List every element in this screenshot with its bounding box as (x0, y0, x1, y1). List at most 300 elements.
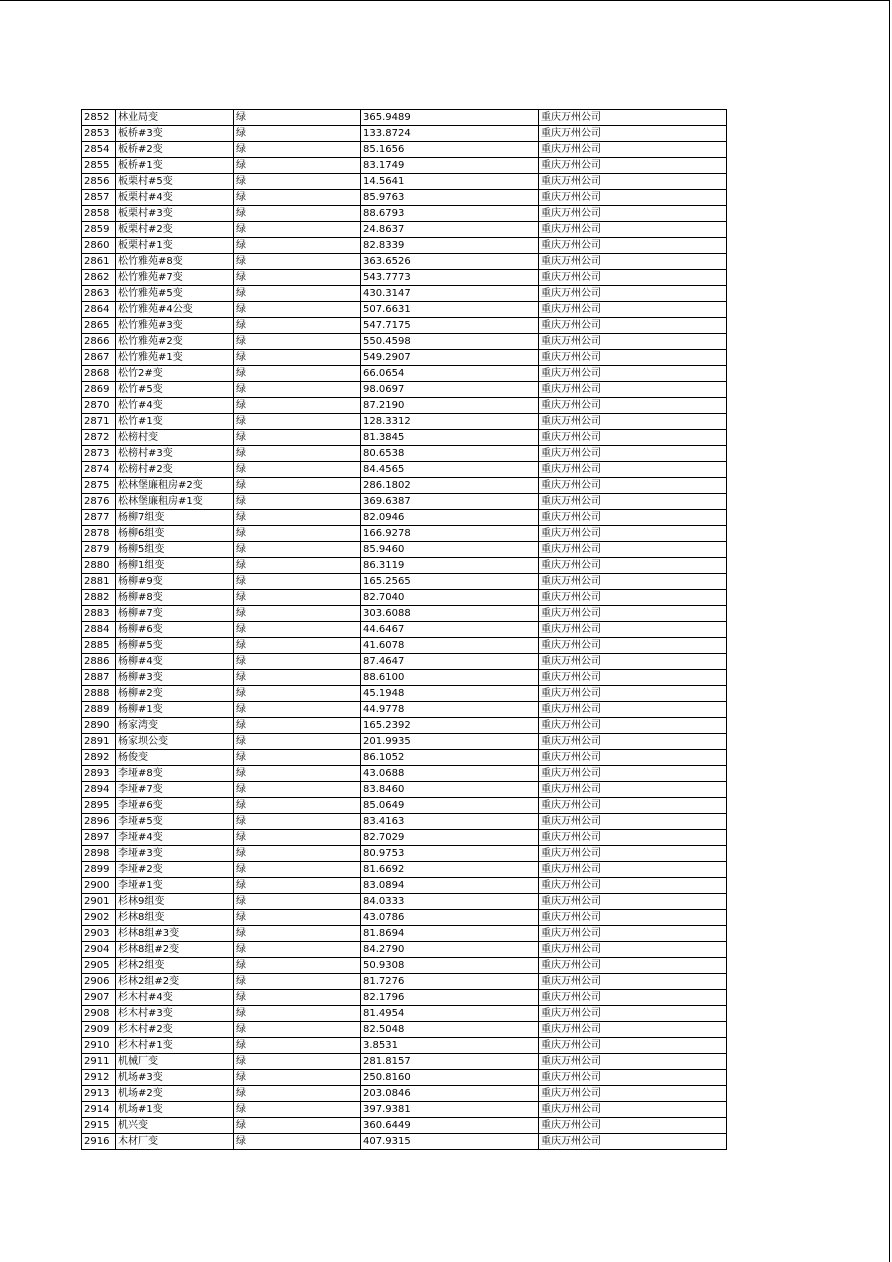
cell-value: 303.6088 (361, 606, 539, 622)
cell-company: 重庆万州公司 (539, 1134, 727, 1150)
cell-name: 板桥#3变 (116, 126, 234, 142)
cell-status: 绿 (234, 974, 361, 990)
cell-company: 重庆万州公司 (539, 1086, 727, 1102)
table-row (82, 654, 727, 670)
table-row (82, 830, 727, 846)
table-row (82, 750, 727, 766)
cell-status: 绿 (234, 126, 361, 142)
table-row (82, 126, 727, 142)
cell-value: 80.9753 (361, 846, 539, 862)
cell-id: 2897 (82, 830, 116, 846)
cell-value: 549.2907 (361, 350, 539, 366)
cell-value: 82.7040 (361, 590, 539, 606)
cell-value: 82.8339 (361, 238, 539, 254)
cell-company: 重庆万州公司 (539, 222, 727, 238)
cell-value: 85.9763 (361, 190, 539, 206)
cell-name: 杨柳#7变 (116, 606, 234, 622)
cell-name: 杨柳#4变 (116, 654, 234, 670)
cell-name: 松竹#4变 (116, 398, 234, 414)
cell-name: 杉林2组#2变 (116, 974, 234, 990)
table-row (82, 286, 727, 302)
cell-id: 2854 (82, 142, 116, 158)
cell-value: 165.2565 (361, 574, 539, 590)
table-row (82, 1022, 727, 1038)
cell-value: 3.8531 (361, 1038, 539, 1054)
table-row (82, 606, 727, 622)
cell-value: 81.8694 (361, 926, 539, 942)
table-row (82, 638, 727, 654)
cell-value: 82.0946 (361, 510, 539, 526)
cell-value: 43.0688 (361, 766, 539, 782)
table-row (82, 574, 727, 590)
table-row (82, 382, 727, 398)
table-row (82, 846, 727, 862)
cell-status: 绿 (234, 526, 361, 542)
cell-value: 203.0846 (361, 1086, 539, 1102)
cell-id: 2873 (82, 446, 116, 462)
cell-value: 82.7029 (361, 830, 539, 846)
cell-value: 41.6078 (361, 638, 539, 654)
cell-id: 2868 (82, 366, 116, 382)
cell-status: 绿 (234, 542, 361, 558)
cell-company: 重庆万州公司 (539, 1006, 727, 1022)
cell-company: 重庆万州公司 (539, 382, 727, 398)
cell-status: 绿 (234, 606, 361, 622)
table-row (82, 1038, 727, 1054)
cell-value: 201.9935 (361, 734, 539, 750)
table-row (82, 398, 727, 414)
cell-value: 85.1656 (361, 142, 539, 158)
cell-company: 重庆万州公司 (539, 558, 727, 574)
cell-company: 重庆万州公司 (539, 734, 727, 750)
cell-name: 李垭#1变 (116, 878, 234, 894)
cell-status: 绿 (234, 670, 361, 686)
cell-status: 绿 (234, 574, 361, 590)
cell-status: 绿 (234, 702, 361, 718)
cell-company: 重庆万州公司 (539, 334, 727, 350)
cell-status: 绿 (234, 1102, 361, 1118)
table-row (82, 334, 727, 350)
table-row (82, 1102, 727, 1118)
cell-id: 2911 (82, 1054, 116, 1070)
cell-value: 369.6387 (361, 494, 539, 510)
cell-company: 重庆万州公司 (539, 1038, 727, 1054)
cell-value: 250.8160 (361, 1070, 539, 1086)
cell-company: 重庆万州公司 (539, 766, 727, 782)
cell-name: 板栗村#2变 (116, 222, 234, 238)
cell-name: 杨柳#1变 (116, 702, 234, 718)
cell-id: 2869 (82, 382, 116, 398)
cell-status: 绿 (234, 862, 361, 878)
cell-id: 2864 (82, 302, 116, 318)
cell-name: 木材厂变 (116, 1134, 234, 1150)
cell-company: 重庆万州公司 (539, 1118, 727, 1134)
cell-company: 重庆万州公司 (539, 910, 727, 926)
cell-id: 2903 (82, 926, 116, 942)
cell-value: 81.7276 (361, 974, 539, 990)
cell-name: 杨柳7组变 (116, 510, 234, 526)
cell-company: 重庆万州公司 (539, 286, 727, 302)
table-row (82, 1086, 727, 1102)
cell-id: 2853 (82, 126, 116, 142)
cell-value: 166.9278 (361, 526, 539, 542)
cell-name: 机械厂变 (116, 1054, 234, 1070)
cell-status: 绿 (234, 430, 361, 446)
cell-company: 重庆万州公司 (539, 190, 727, 206)
cell-value: 87.4647 (361, 654, 539, 670)
cell-id: 2896 (82, 814, 116, 830)
cell-status: 绿 (234, 830, 361, 846)
cell-id: 2909 (82, 1022, 116, 1038)
cell-company: 重庆万州公司 (539, 318, 727, 334)
cell-company: 重庆万州公司 (539, 366, 727, 382)
cell-name: 松竹雅苑#4公变 (116, 302, 234, 318)
table-row (82, 798, 727, 814)
cell-company: 重庆万州公司 (539, 1054, 727, 1070)
cell-name: 杉木村#3变 (116, 1006, 234, 1022)
table-row (82, 190, 727, 206)
cell-status: 绿 (234, 1006, 361, 1022)
cell-name: 杨柳6组变 (116, 526, 234, 542)
cell-id: 2913 (82, 1086, 116, 1102)
cell-name: 杉林8组#2变 (116, 942, 234, 958)
cell-status: 绿 (234, 750, 361, 766)
cell-id: 2881 (82, 574, 116, 590)
cell-value: 165.2392 (361, 718, 539, 734)
cell-status: 绿 (234, 270, 361, 286)
cell-id: 2905 (82, 958, 116, 974)
cell-value: 128.3312 (361, 414, 539, 430)
cell-name: 杨柳1组变 (116, 558, 234, 574)
cell-name: 杨俊变 (116, 750, 234, 766)
table-row (82, 734, 727, 750)
cell-value: 430.3147 (361, 286, 539, 302)
table-row (82, 862, 727, 878)
cell-company: 重庆万州公司 (539, 238, 727, 254)
cell-company: 重庆万州公司 (539, 430, 727, 446)
cell-name: 杨柳#8变 (116, 590, 234, 606)
cell-name: 杨家坝公变 (116, 734, 234, 750)
cell-company: 重庆万州公司 (539, 830, 727, 846)
cell-value: 84.4565 (361, 462, 539, 478)
table-row (82, 1054, 727, 1070)
cell-name: 杨柳#5变 (116, 638, 234, 654)
cell-id: 2907 (82, 990, 116, 1006)
cell-company: 重庆万州公司 (539, 350, 727, 366)
table-row (82, 254, 727, 270)
table-row (82, 174, 727, 190)
cell-company: 重庆万州公司 (539, 638, 727, 654)
table-row (82, 974, 727, 990)
cell-value: 88.6100 (361, 670, 539, 686)
table-row (82, 894, 727, 910)
table-body (82, 110, 727, 1150)
cell-id: 2865 (82, 318, 116, 334)
cell-id: 2861 (82, 254, 116, 270)
cell-id: 2890 (82, 718, 116, 734)
table-row (82, 942, 727, 958)
cell-company: 重庆万州公司 (539, 718, 727, 734)
cell-id: 2852 (82, 110, 116, 126)
cell-name: 杉林8组#3变 (116, 926, 234, 942)
cell-value: 85.0649 (361, 798, 539, 814)
cell-company: 重庆万州公司 (539, 750, 727, 766)
table-row (82, 910, 727, 926)
table-row (82, 142, 727, 158)
cell-id: 2880 (82, 558, 116, 574)
cell-name: 李垭#4变 (116, 830, 234, 846)
cell-company: 重庆万州公司 (539, 958, 727, 974)
cell-status: 绿 (234, 1022, 361, 1038)
cell-value: 43.0786 (361, 910, 539, 926)
table-row (82, 1006, 727, 1022)
cell-id: 2862 (82, 270, 116, 286)
cell-name: 李垭#8变 (116, 766, 234, 782)
cell-name: 李垭#7变 (116, 782, 234, 798)
cell-value: 50.9308 (361, 958, 539, 974)
cell-company: 重庆万州公司 (539, 654, 727, 670)
cell-id: 2858 (82, 206, 116, 222)
cell-company: 重庆万州公司 (539, 206, 727, 222)
table-row (82, 622, 727, 638)
cell-company: 重庆万州公司 (539, 974, 727, 990)
table-row (82, 1134, 727, 1150)
cell-id: 2883 (82, 606, 116, 622)
cell-name: 板栗村#1变 (116, 238, 234, 254)
cell-value: 397.9381 (361, 1102, 539, 1118)
cell-name: 杉林9组变 (116, 894, 234, 910)
cell-status: 绿 (234, 654, 361, 670)
cell-name: 杨柳#9变 (116, 574, 234, 590)
cell-status: 绿 (234, 718, 361, 734)
table-row (82, 782, 727, 798)
cell-name: 李垭#6变 (116, 798, 234, 814)
table-row (82, 238, 727, 254)
cell-value: 24.8637 (361, 222, 539, 238)
cell-status: 绿 (234, 366, 361, 382)
cell-company: 重庆万州公司 (539, 270, 727, 286)
cell-value: 407.9315 (361, 1134, 539, 1150)
table-row (82, 110, 727, 126)
cell-status: 绿 (234, 206, 361, 222)
cell-value: 133.8724 (361, 126, 539, 142)
cell-name: 机场#1变 (116, 1102, 234, 1118)
cell-name: 松竹雅苑#2变 (116, 334, 234, 350)
cell-company: 重庆万州公司 (539, 622, 727, 638)
cell-id: 2906 (82, 974, 116, 990)
cell-name: 板桥#2变 (116, 142, 234, 158)
cell-company: 重庆万州公司 (539, 302, 727, 318)
cell-name: 李垭#3变 (116, 846, 234, 862)
cell-name: 松竹雅苑#1变 (116, 350, 234, 366)
table-row (82, 558, 727, 574)
cell-company: 重庆万州公司 (539, 462, 727, 478)
cell-value: 365.9489 (361, 110, 539, 126)
cell-id: 2866 (82, 334, 116, 350)
table-row (82, 542, 727, 558)
cell-id: 2910 (82, 1038, 116, 1054)
table-row (82, 526, 727, 542)
cell-company: 重庆万州公司 (539, 126, 727, 142)
cell-name: 机场#3变 (116, 1070, 234, 1086)
cell-status: 绿 (234, 222, 361, 238)
cell-name: 机兴变 (116, 1118, 234, 1134)
cell-name: 松林堡廉租房#1变 (116, 494, 234, 510)
cell-value: 88.6793 (361, 206, 539, 222)
cell-id: 2874 (82, 462, 116, 478)
cell-value: 83.8460 (361, 782, 539, 798)
cell-id: 2872 (82, 430, 116, 446)
cell-company: 重庆万州公司 (539, 702, 727, 718)
cell-name: 松竹#5变 (116, 382, 234, 398)
table-row (82, 510, 727, 526)
cell-status: 绿 (234, 318, 361, 334)
cell-name: 松竹雅苑#8变 (116, 254, 234, 270)
cell-value: 363.6526 (361, 254, 539, 270)
cell-company: 重庆万州公司 (539, 846, 727, 862)
cell-company: 重庆万州公司 (539, 1070, 727, 1086)
cell-company: 重庆万州公司 (539, 990, 727, 1006)
cell-id: 2885 (82, 638, 116, 654)
cell-value: 86.1052 (361, 750, 539, 766)
cell-id: 2912 (82, 1070, 116, 1086)
cell-id: 2856 (82, 174, 116, 190)
cell-name: 杉林8组变 (116, 910, 234, 926)
table-row (82, 702, 727, 718)
table-row (82, 206, 727, 222)
cell-id: 2877 (82, 510, 116, 526)
cell-status: 绿 (234, 1054, 361, 1070)
cell-company: 重庆万州公司 (539, 574, 727, 590)
cell-id: 2863 (82, 286, 116, 302)
table-row (82, 926, 727, 942)
cell-id: 2855 (82, 158, 116, 174)
cell-status: 绿 (234, 334, 361, 350)
table-row (82, 878, 727, 894)
cell-status: 绿 (234, 894, 361, 910)
table-row (82, 590, 727, 606)
cell-company: 重庆万州公司 (539, 942, 727, 958)
cell-name: 板栗村#4变 (116, 190, 234, 206)
cell-company: 重庆万州公司 (539, 894, 727, 910)
cell-status: 绿 (234, 398, 361, 414)
cell-name: 杨柳#3变 (116, 670, 234, 686)
cell-status: 绿 (234, 286, 361, 302)
cell-id: 2882 (82, 590, 116, 606)
cell-id: 2889 (82, 702, 116, 718)
cell-name: 松榜村变 (116, 430, 234, 446)
cell-id: 2902 (82, 910, 116, 926)
cell-name: 松竹#1变 (116, 414, 234, 430)
cell-company: 重庆万州公司 (539, 254, 727, 270)
cell-value: 83.0894 (361, 878, 539, 894)
cell-status: 绿 (234, 174, 361, 190)
cell-value: 84.2790 (361, 942, 539, 958)
cell-value: 82.1796 (361, 990, 539, 1006)
cell-company: 重庆万州公司 (539, 782, 727, 798)
cell-value: 281.8157 (361, 1054, 539, 1070)
table-row (82, 366, 727, 382)
table-row (82, 222, 727, 238)
cell-id: 2859 (82, 222, 116, 238)
cell-id: 2893 (82, 766, 116, 782)
cell-name: 杉木村#2变 (116, 1022, 234, 1038)
cell-name: 松竹雅苑#7变 (116, 270, 234, 286)
cell-value: 85.9460 (361, 542, 539, 558)
cell-id: 2892 (82, 750, 116, 766)
cell-value: 83.1749 (361, 158, 539, 174)
cell-value: 86.3119 (361, 558, 539, 574)
cell-value: 84.0333 (361, 894, 539, 910)
cell-id: 2904 (82, 942, 116, 958)
cell-company: 重庆万州公司 (539, 590, 727, 606)
cell-status: 绿 (234, 414, 361, 430)
cell-id: 2878 (82, 526, 116, 542)
cell-status: 绿 (234, 510, 361, 526)
cell-id: 2875 (82, 478, 116, 494)
cell-id: 2894 (82, 782, 116, 798)
cell-id: 2888 (82, 686, 116, 702)
cell-status: 绿 (234, 494, 361, 510)
table-row (82, 718, 727, 734)
cell-value: 80.6538 (361, 446, 539, 462)
table-row (82, 1118, 727, 1134)
table-row (82, 494, 727, 510)
table-row (82, 478, 727, 494)
cell-status: 绿 (234, 958, 361, 974)
cell-status: 绿 (234, 1134, 361, 1150)
table-row (82, 670, 727, 686)
cell-company: 重庆万州公司 (539, 686, 727, 702)
cell-company: 重庆万州公司 (539, 526, 727, 542)
cell-company: 重庆万州公司 (539, 878, 727, 894)
table-row (82, 158, 727, 174)
cell-name: 杉林2组变 (116, 958, 234, 974)
cell-id: 2891 (82, 734, 116, 750)
cell-company: 重庆万州公司 (539, 606, 727, 622)
cell-name: 杨家湾变 (116, 718, 234, 734)
cell-status: 绿 (234, 638, 361, 654)
cell-status: 绿 (234, 462, 361, 478)
cell-status: 绿 (234, 382, 361, 398)
cell-id: 2876 (82, 494, 116, 510)
cell-status: 绿 (234, 158, 361, 174)
table-row (82, 686, 727, 702)
cell-name: 板栗村#3变 (116, 206, 234, 222)
cell-name: 板桥#1变 (116, 158, 234, 174)
cell-id: 2914 (82, 1102, 116, 1118)
cell-value: 87.2190 (361, 398, 539, 414)
cell-value: 547.7175 (361, 318, 539, 334)
table-row (82, 462, 727, 478)
cell-id: 2915 (82, 1118, 116, 1134)
page-top-border (0, 0, 890, 1)
cell-value: 45.1948 (361, 686, 539, 702)
cell-name: 松竹雅苑#3变 (116, 318, 234, 334)
cell-name: 松榜村#2变 (116, 462, 234, 478)
cell-id: 2886 (82, 654, 116, 670)
cell-company: 重庆万州公司 (539, 494, 727, 510)
table-row (82, 958, 727, 974)
cell-value: 83.4163 (361, 814, 539, 830)
cell-name: 林业局变 (116, 110, 234, 126)
cell-value: 98.0697 (361, 382, 539, 398)
cell-company: 重庆万州公司 (539, 478, 727, 494)
cell-company: 重庆万州公司 (539, 446, 727, 462)
cell-value: 360.6449 (361, 1118, 539, 1134)
cell-id: 2887 (82, 670, 116, 686)
cell-status: 绿 (234, 1070, 361, 1086)
